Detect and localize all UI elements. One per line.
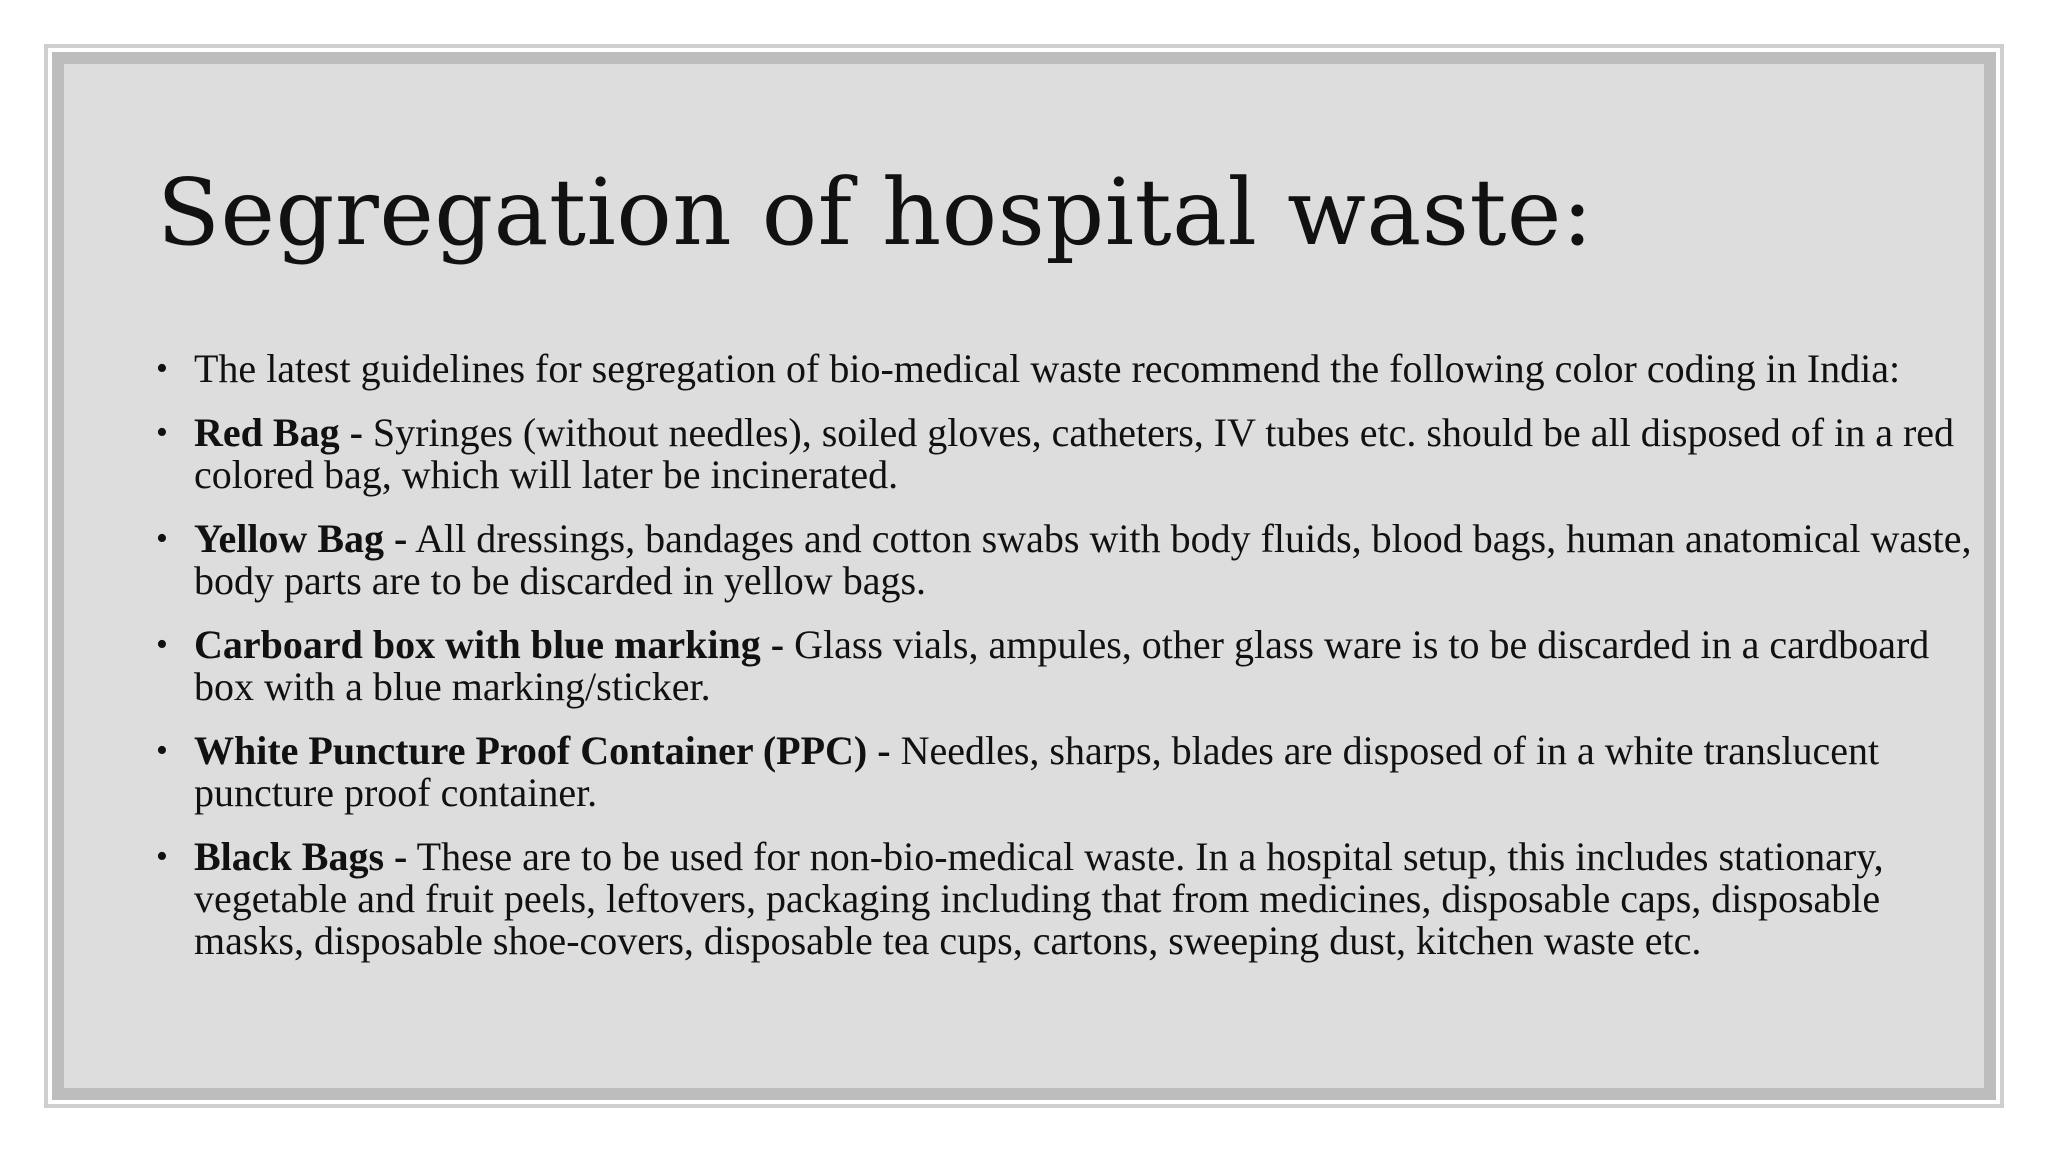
bullet-term: Black Bags - <box>194 834 408 879</box>
bullet-term: Carboard box with blue marking - <box>194 622 785 667</box>
bullet-yellow-bag <box>156 518 1976 602</box>
bullet-list <box>156 348 1976 984</box>
bullet-red-bag <box>156 412 1976 496</box>
slide-content-panel <box>64 64 1984 1088</box>
bullet-text: Needles, sharps, blades are disposed of in a white translucent puncture proof container. <box>194 728 1880 815</box>
bullet-term: Red Bag - <box>194 410 363 455</box>
bullet-text: Glass vials, ampules, other glass ware is to be discarded in a cardboard box with a blue marking/sticker. <box>194 622 1930 709</box>
bullet-cardboard-box <box>156 624 1976 708</box>
bullet-term: White Puncture Proof Container (PPC) - <box>194 728 891 773</box>
bullet-text: The latest guidelines for segregation of bio-medical waste recommend the following color coding in India: <box>194 346 1901 391</box>
bullet-text: These are to be used for non-bio-medical waste. In a hospital setup, this includes stationary, vegetable and fruit peels, leftovers, packaging including that from medicines, disposable caps, disposable masks, disposable shoe-covers, disposable tea cups, cartons, sweeping dust, kitchen waste etc. <box>194 834 1884 963</box>
bullet-white-ppc <box>156 730 1976 814</box>
bullet-text: All dressings, bandages and cotton swabs with body fluids, blood bags, human anatomical waste, body parts are to be discarded in yellow bags. <box>194 516 1972 603</box>
slide-title: Segregation of hospital waste: <box>157 159 1594 266</box>
bullet-intro <box>156 348 1976 390</box>
bullet-text: Syringes (without needles), soiled gloves, catheters, IV tubes etc. should be all disposed of in a red colored bag, which will later be incinerated. <box>194 410 1955 497</box>
bullet-black-bags <box>156 836 1976 962</box>
bullet-term: Yellow Bag - <box>194 516 408 561</box>
